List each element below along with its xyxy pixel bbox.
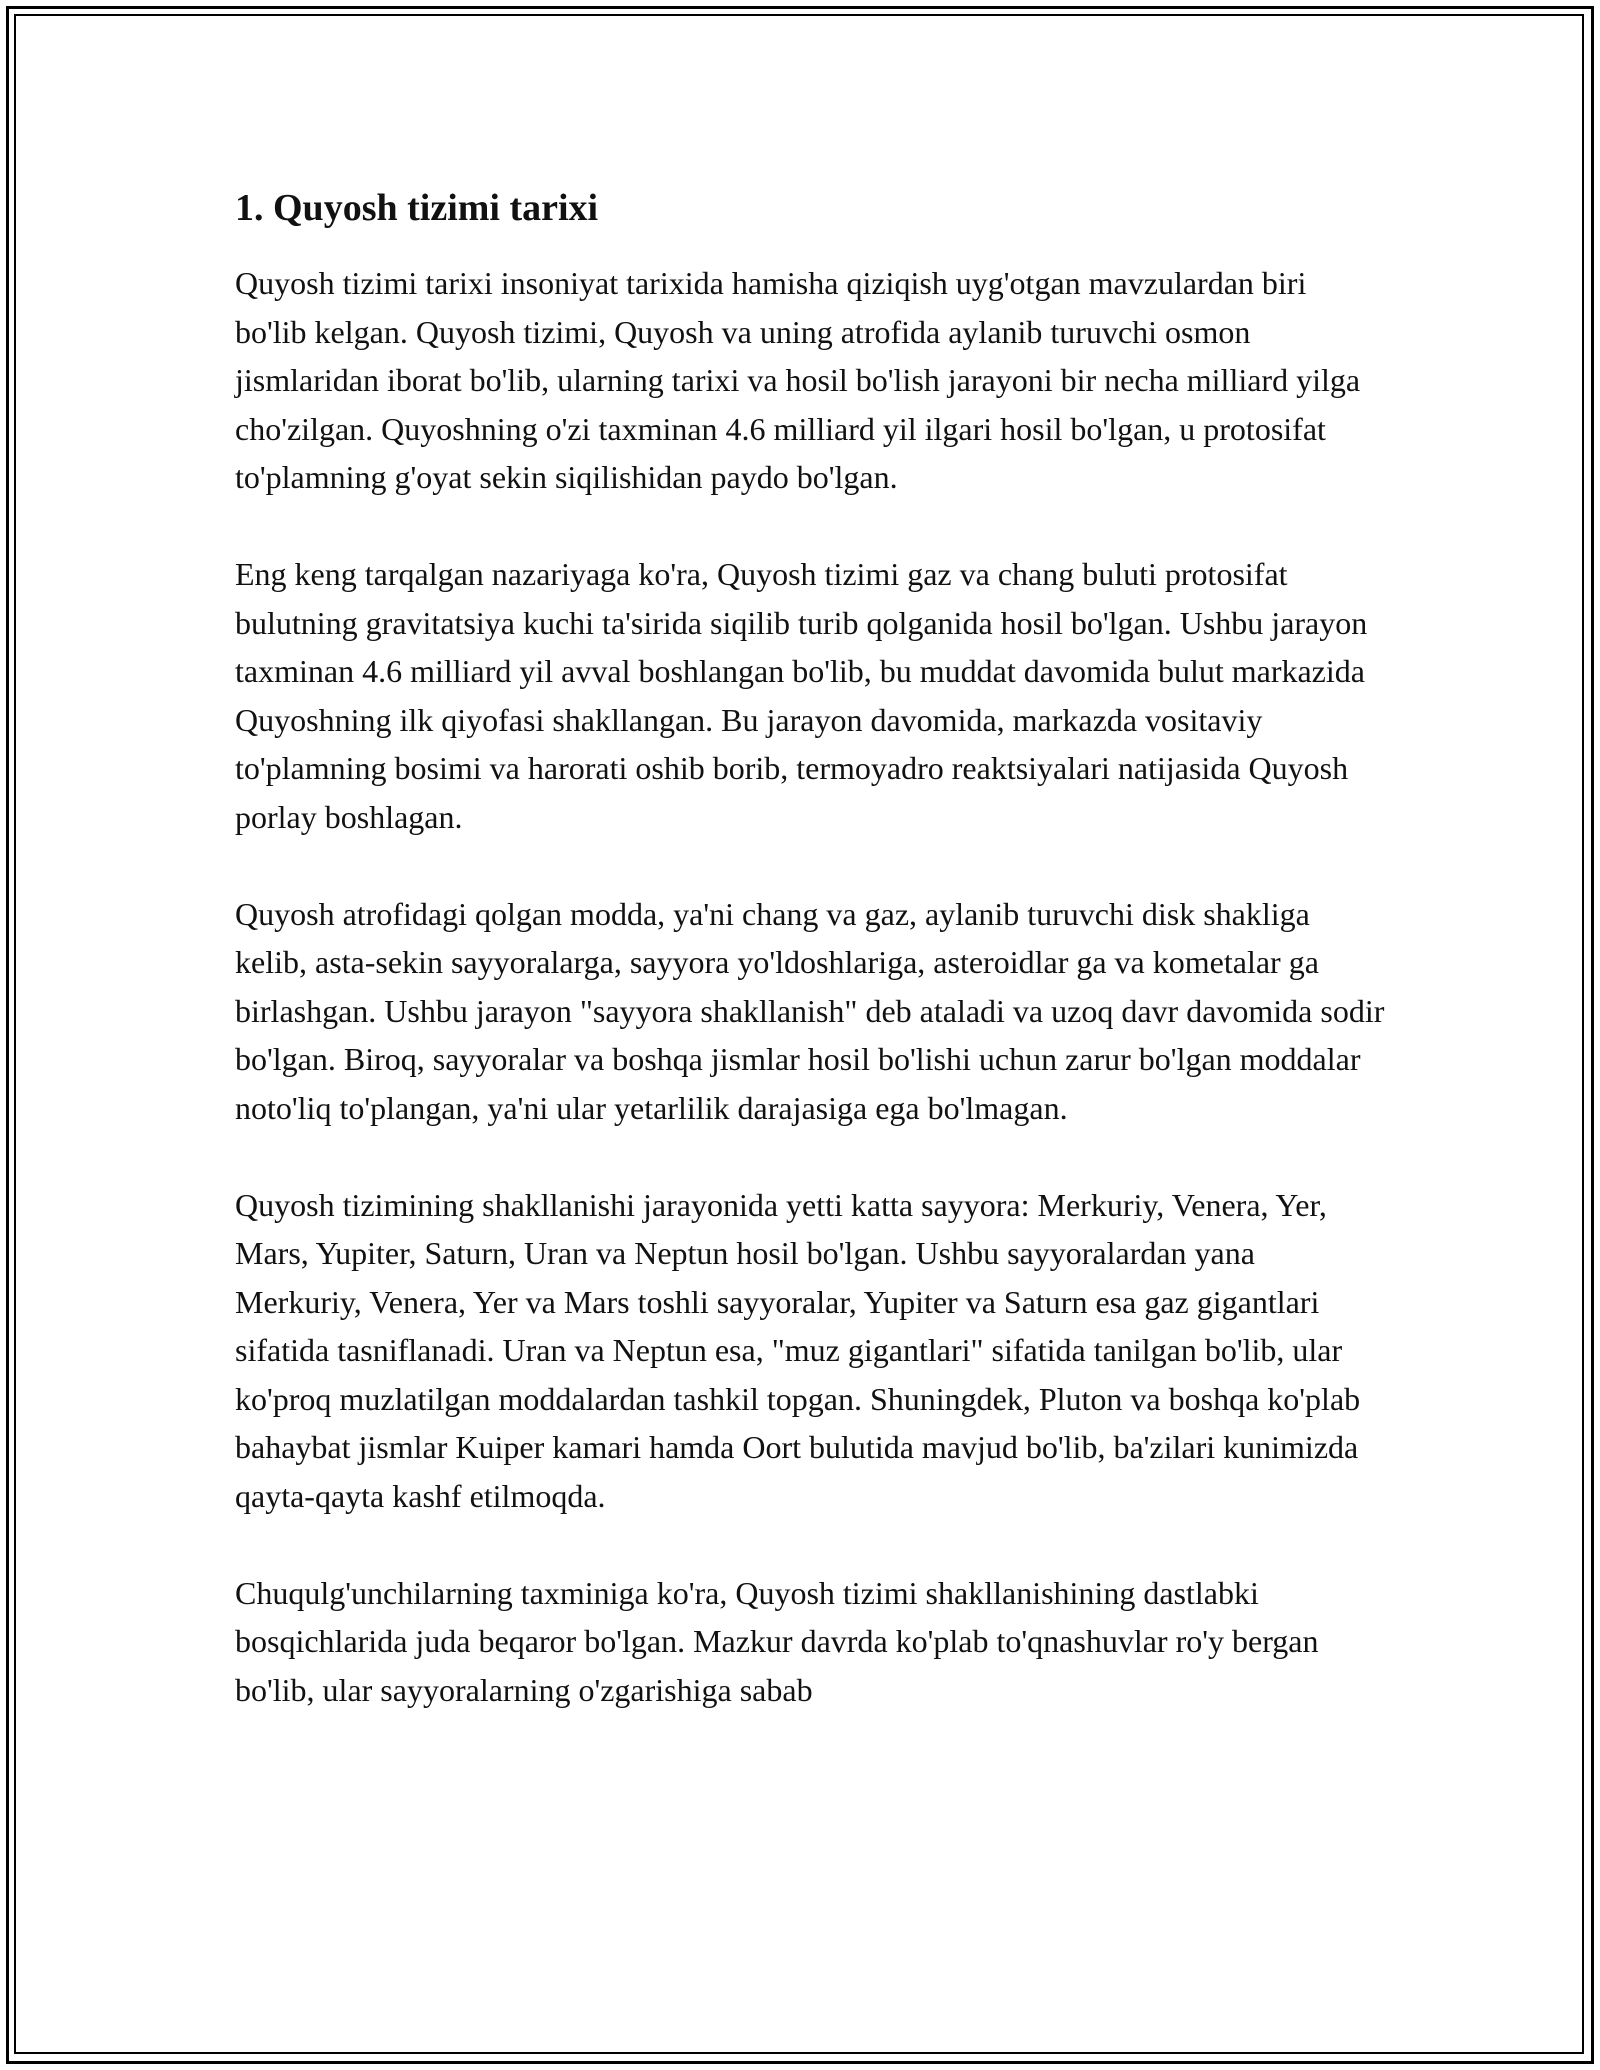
section-heading: 1. Quyosh tizimi tarixi: [235, 187, 599, 229]
paragraph-5: Chuqulg'unchilarning taxminiga ko'ra, Quyosh tizimi shakllanishining dastlabki bosqichlarida juda beqaror bo'lgan. Mazkur davrda ko'plab to'qnashuvlar ro'y bergan bo'lib, ular sayyoralarning o'zgarishiga sabab: [235, 1574, 1319, 1708]
paragraph-3: Quyosh atrofidagi qolgan modda, ya'ni chang va gaz, aylanib turuvchi disk shakliga kelib, asta-sekin sayyoralarga, sayyora yo'ldoshlariga, asteroidlar ga va kometalar ga birlashgan. Ushbu jarayon "sayyora shakllanish" deb ataladi va uzoq davr davomida sodir bo'lgan. Biroq, sayyoralar va boshqa jismlar hosil bo'lishi uchun zarur bo'lgan moddalar noto'liq to'plangan, ya'ni ular yetarlilik darajasiga ega bo'lmagan.: [235, 895, 1385, 1126]
paragraph-4: Quyosh tizimining shakllanishi jarayonida yetti katta sayyora: Merkuriy, Venera, Yer, Mars, Yupiter, Saturn, Uran va Neptun hosil bo'lgan. Ushbu sayyoralardan yana Merkuriy, Venera, Yer va Mars toshli sayyoralar, Yupiter va Saturn esa gaz gigantlari sifatida tasniflanadi. Uran va Neptun esa, "muz gigantlari" sifatida tanilgan bo'lib, ular ko'proq muzlatilgan moddalardan tashkil topgan. Shuningdek, Pluton va boshqa ko'plab bahaybat jismlar Kuiper kamari hamda Oort bulutida mavjud bo'lib, ba'zilari kunimizda qayta-qayta kashf etilmoqda.: [235, 1186, 1361, 1514]
paragraph-2: Eng keng tarqalgan nazariyaga ko'ra, Quyosh tizimi gaz va chang buluti protosifat bulutning gravitatsiya kuchi ta'sirida siqilib turib qolganida hosil bo'lgan. Ushbu jarayon taxminan 4.6 milliard yil avval boshlangan bo'lib, bu muddat davomida bulut markazida Quyoshning ilk qiyofasi shakllangan. Bu jarayon davomida, markazda vositaviy to'plamning bosimi va harorati oshib borib, termoyadro reaktsiyalari natijasida Quyosh porlay boshlagan.: [235, 556, 1368, 835]
paragraph-1: Quyosh tizimi tarixi insoniyat tarixida hamisha qiziqish uyg'otgan mavzulardan biri bo'lib kelgan. Quyosh tizimi, Quyosh va uning atrofida aylanib turuvchi osmon jismlaridan iborat bo'lib, ularning tarixi va hosil bo'lish jarayoni bir necha milliard yilga cho'zilgan. Quyoshning o'zi taxminan 4.6 milliard yil ilgari hosil bo'lgan, u protosifat to'plamning g'oyat sekin siqilishidan paydo bo'lgan.: [235, 265, 1361, 495]
document-body: [235, 185, 1385, 1763]
